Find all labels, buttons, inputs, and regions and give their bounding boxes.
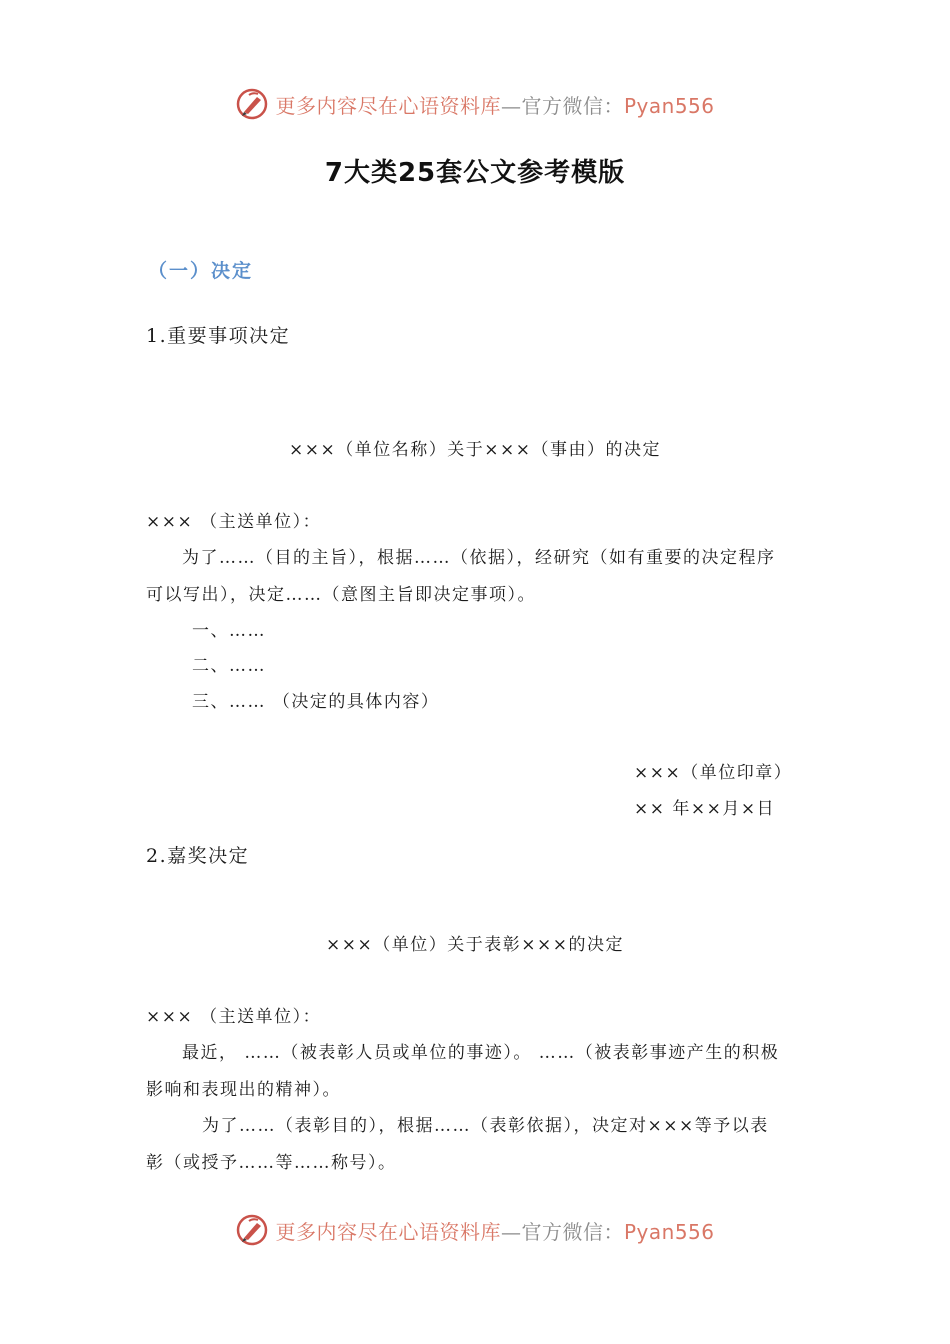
banner-dash: — (500, 1219, 522, 1244)
item1-doc-title: ×××（单位名称）关于×××（事由）的决定 (289, 440, 661, 460)
item1-date: ×× 年××月×日 (634, 799, 776, 819)
banner-official-label: 官方微信： (521, 1219, 624, 1244)
item2-doc-title: ×××（单位）关于表彰×××的决定 (326, 935, 624, 955)
item2-para1-line1: 最近， ……（被表彰人员或单位的事迹）。 ……（被表彰事迹产生的积极 (182, 1043, 780, 1063)
banner-wechat-id: Pyan556 (623, 93, 715, 118)
pen-logo-icon (235, 87, 269, 121)
item1-list-1: 一、…… (192, 621, 266, 641)
banner-official-label: 官方微信： (521, 93, 624, 118)
item1-heading: 1.重要事项决定 (146, 325, 291, 347)
section-heading: （一）决定 (148, 260, 254, 282)
item1-para1-line2: 可以写出），决定……（意图主旨即决定事项）。 (146, 585, 536, 605)
item2-recipient: ××× （主送单位）： (146, 1007, 322, 1027)
banner-dash: — (500, 93, 522, 118)
watermark-banner-bottom (0, 1210, 950, 1250)
pen-logo-icon (235, 1213, 269, 1247)
item1-list-2: 二、…… (192, 656, 266, 676)
banner-main-text: 更多内容尽在心语资料库 (275, 1219, 501, 1244)
banner-text (275, 1216, 714, 1245)
item2-heading: 2.嘉奖决定 (146, 845, 250, 867)
item2-para2-line1: 为了……（表彰目的），根据……（表彰依据），决定对×××等予以表 (202, 1116, 769, 1136)
watermark-banner-top (0, 84, 950, 124)
item1-signature: ×××（单位印章） (634, 763, 793, 783)
item1-para1-line1: 为了……（目的主旨），根据……（依据），经研究（如有重要的决定程序 (182, 548, 776, 568)
document-title: 7大类25套公文参考模版 (324, 158, 626, 188)
banner-wechat-id: Pyan556 (623, 1219, 715, 1244)
banner-main-text: 更多内容尽在心语资料库 (275, 93, 501, 118)
item2-para1-line2: 影响和表现出的精神）。 (146, 1080, 341, 1100)
item1-recipient: ××× （主送单位）： (146, 512, 322, 532)
item1-list-3: 三、…… （决定的具体内容） (192, 692, 440, 712)
item2-para2-line2: 彰（或授予……等……称号）。 (146, 1153, 397, 1173)
banner-text (275, 90, 714, 119)
